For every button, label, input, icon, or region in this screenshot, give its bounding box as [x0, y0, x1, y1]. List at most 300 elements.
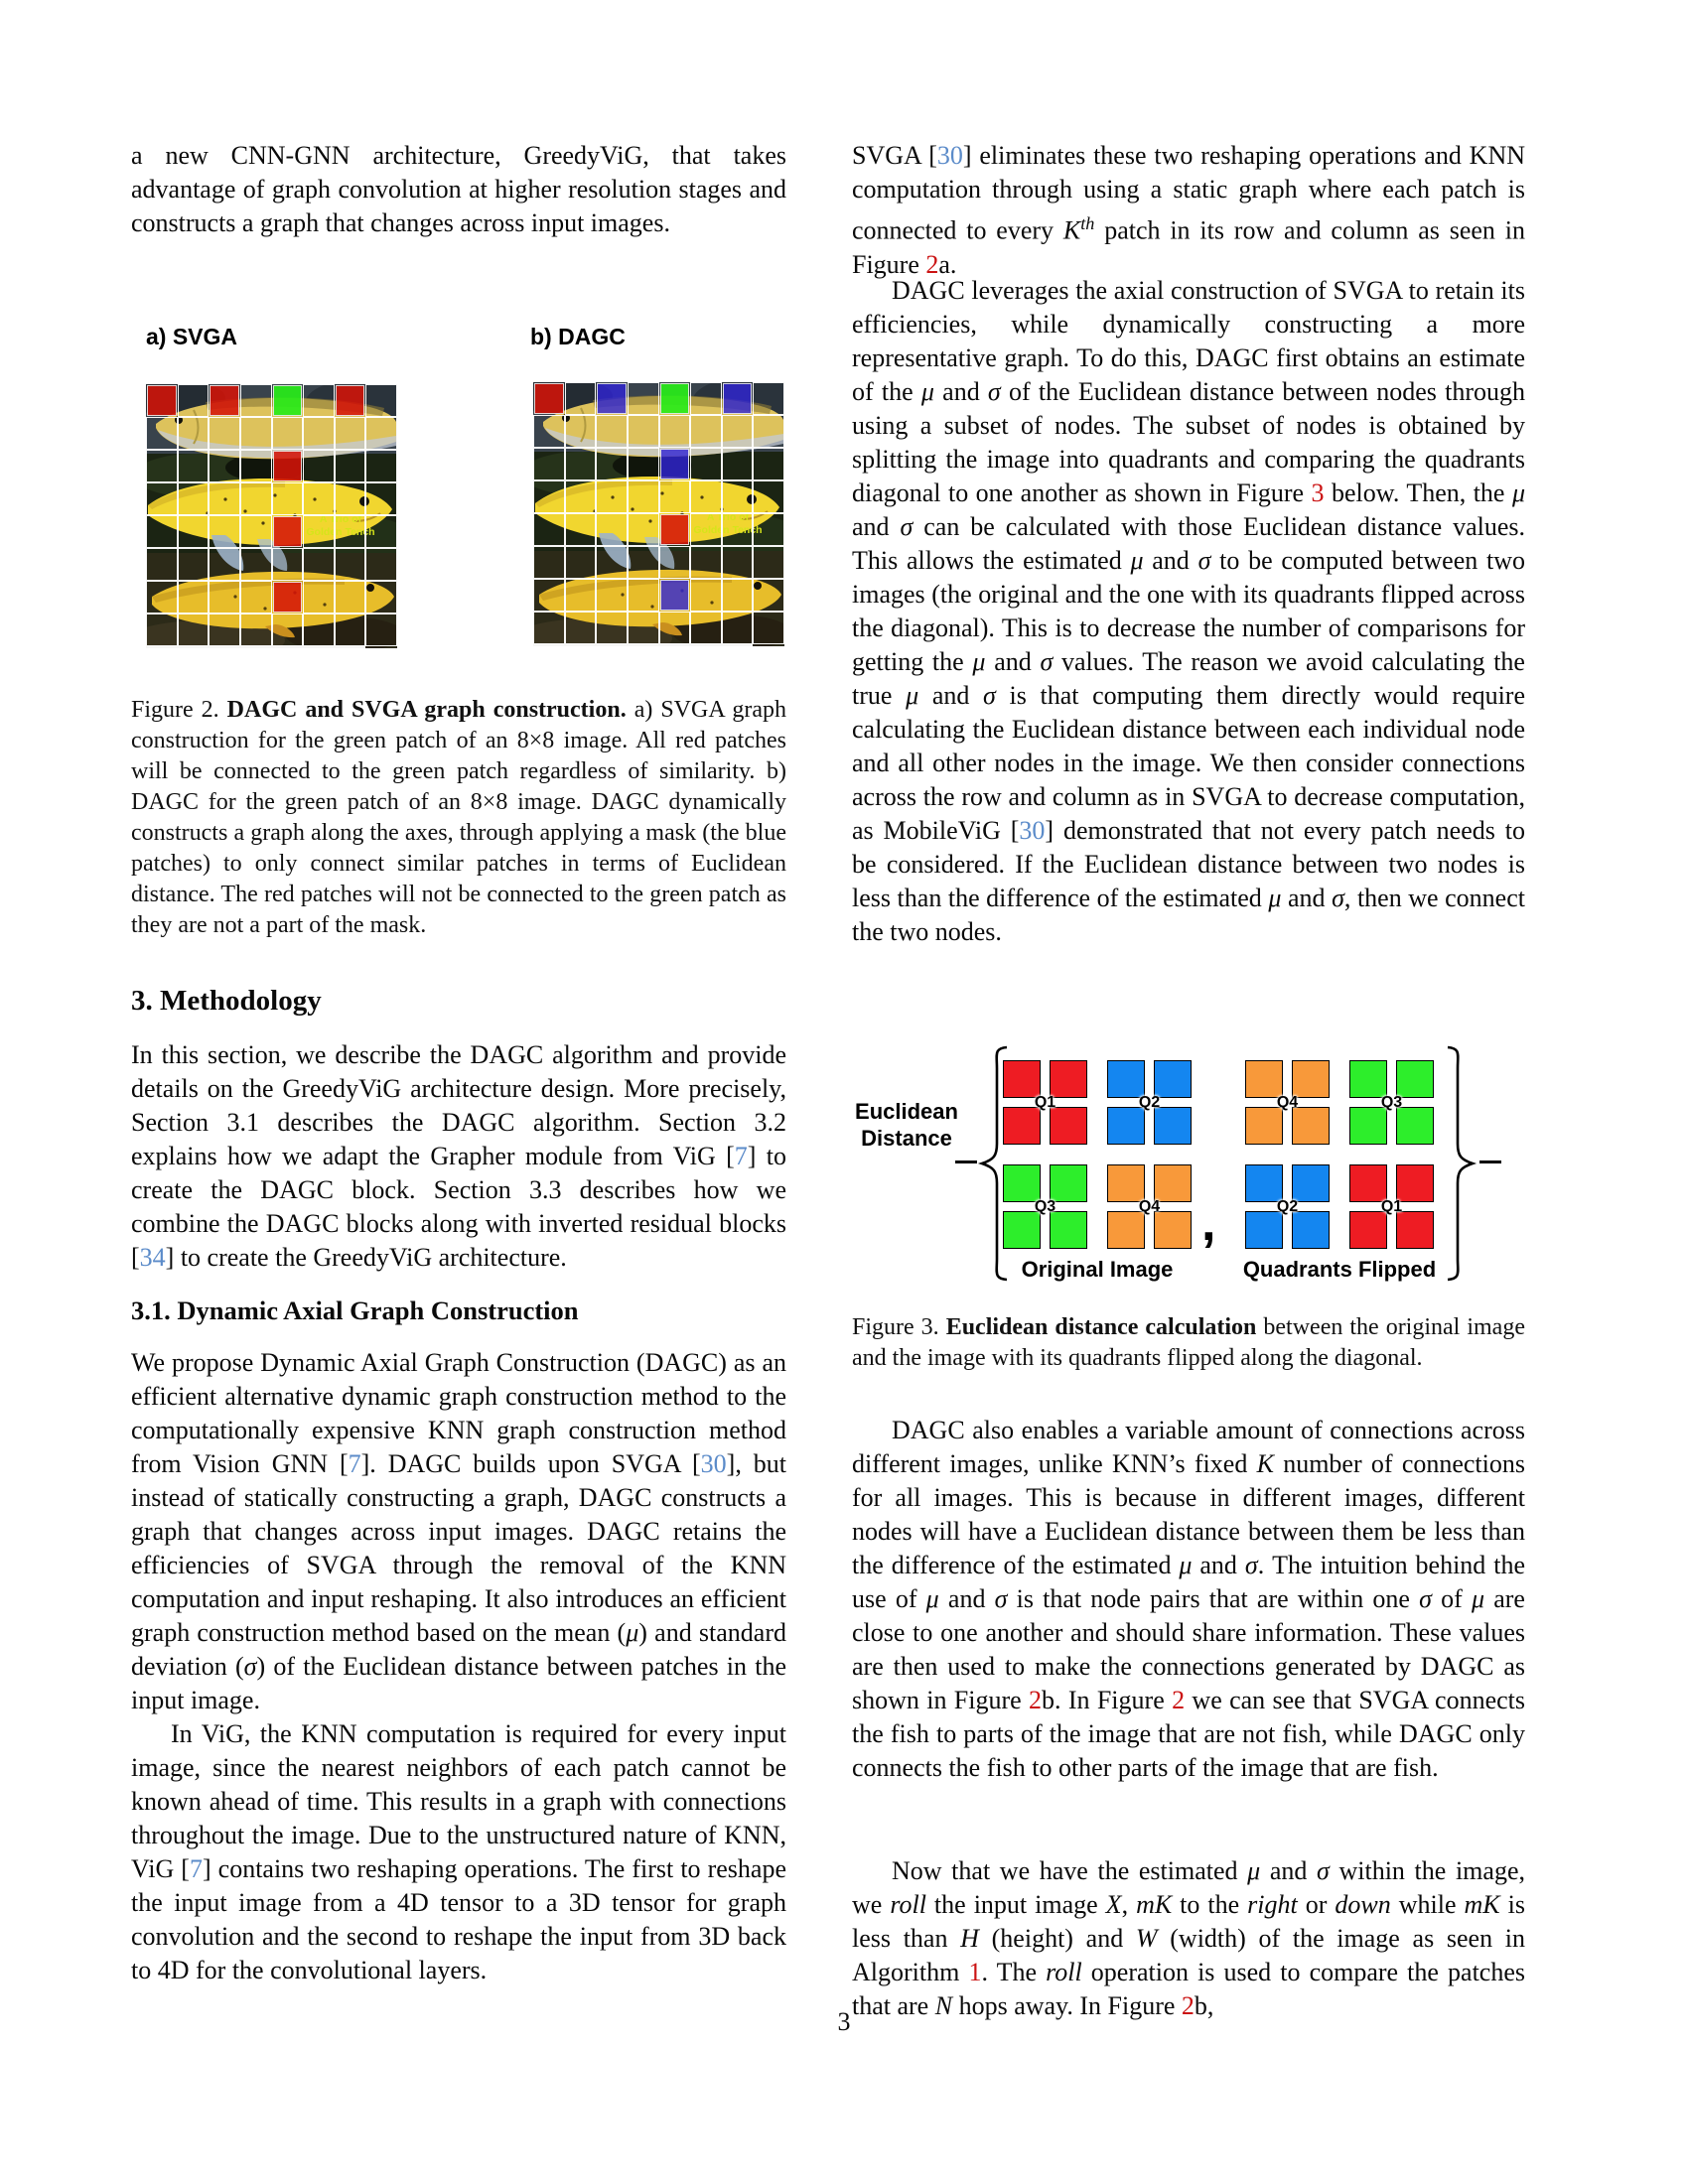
quadrants-flipped-label: Quadrants Flipped — [1242, 1257, 1437, 1282]
grid-cell — [335, 581, 366, 614]
grid-cell — [659, 415, 691, 448]
grid-cell — [146, 614, 178, 646]
text-segment: σ — [1419, 1584, 1432, 1613]
text-segment: σ — [1197, 546, 1211, 575]
text-segment: values. The reason we avoid calculating the true — [852, 647, 1525, 710]
text-segment: 2 — [1172, 1686, 1186, 1714]
grid-cell — [209, 581, 240, 614]
section-heading-methodology: 3. Methodology — [131, 985, 322, 1017]
text-segment: μ — [925, 1584, 939, 1613]
grid-cell — [240, 482, 272, 515]
green-square — [1003, 1211, 1041, 1249]
grid-cell — [565, 612, 597, 644]
text-segment: patch in its row and column as seen in Figure — [852, 215, 1525, 279]
grid-cell — [628, 448, 659, 480]
text-segment: μ — [906, 681, 919, 710]
grid-cell — [628, 546, 659, 579]
text-segment: σ — [1244, 1551, 1258, 1579]
grid-cell — [365, 581, 397, 614]
grid-cell — [178, 482, 210, 515]
grid-cell — [335, 614, 366, 646]
text-segment: 3 — [1311, 478, 1325, 507]
text-segment: of the Euclidean distance between nodes through using a subset of nodes. The subset of nodes is obtained by splitting the image into quadrants and comparing the quadrants diagonal to one another as shown in Figure — [852, 377, 1525, 507]
grid-cell — [596, 513, 628, 546]
text-segment: μ — [1511, 478, 1525, 507]
green-patch — [660, 383, 690, 414]
figure2-label-a: a) SVGA — [146, 324, 238, 349]
blue-square — [1292, 1211, 1330, 1249]
text-segment: roll — [1046, 1958, 1082, 1986]
grid-cell — [753, 415, 784, 448]
red-patch — [273, 516, 303, 547]
text-segment: σ — [243, 1652, 257, 1681]
paragraph-intro-continuation — [131, 139, 786, 240]
text-segment: below. Then, the — [1324, 478, 1512, 507]
quadrant-label: Q2 — [1138, 1093, 1161, 1111]
orange-square — [1292, 1107, 1330, 1145]
text-segment: W — [1135, 1924, 1158, 1953]
grid-cell — [240, 646, 272, 648]
grid-cell — [146, 450, 178, 482]
text-segment: 7 — [189, 1854, 203, 1883]
grid-cell — [722, 415, 754, 448]
grid-cell — [209, 417, 240, 450]
text-segment: σ — [983, 681, 996, 710]
text-segment: or — [1297, 1890, 1336, 1919]
green-square — [1349, 1107, 1387, 1145]
text-segment: In this section, we describe the DAGC algorithm and provide details on the GreedyViG architecture design. More precisely, Section 3.1 describes the DAGC algorithm. Section 3.2 explains how we adapt the Grapher module from ViG [ — [131, 1040, 786, 1170]
figure-3 — [852, 1040, 1525, 1297]
grid-cell — [565, 644, 597, 646]
comma-separator: , — [1201, 1194, 1216, 1252]
quadrant-label: Q4 — [1138, 1197, 1161, 1215]
grid-cell — [146, 646, 178, 648]
grid-cell — [303, 482, 335, 515]
text-segment: μ — [1472, 1584, 1485, 1613]
text-segment: ] demonstrated that not every patch needs to be considered. If the Euclidean distance between two nodes is less than the difference of the estimated — [852, 816, 1525, 912]
text-segment: , then we connect the two nodes. — [852, 884, 1525, 946]
grid-cell — [565, 546, 597, 579]
text-segment: SVGA [ — [852, 141, 937, 170]
grid-cell — [659, 480, 691, 513]
grid-cell — [690, 415, 722, 448]
grid-cell — [596, 480, 628, 513]
blue-square — [1245, 1211, 1283, 1249]
text-segment: , — [1121, 1890, 1137, 1919]
quadrant-label: Q2 — [1276, 1197, 1299, 1215]
text-segment: ] to create the DAGC block. Section 3.3 describes how we combine the DAGC blocks along with inverted residual blocks [ — [131, 1142, 786, 1272]
grid-cell — [690, 513, 722, 546]
grid-cell — [240, 417, 272, 450]
grid-cell — [596, 612, 628, 644]
grid-cell — [628, 612, 659, 644]
grid-cell — [303, 417, 335, 450]
grid-cell — [303, 515, 335, 548]
blue-patch — [723, 383, 753, 414]
red-square — [1396, 1211, 1434, 1249]
quadrant-q2 — [1245, 1164, 1330, 1249]
grid-cell — [272, 417, 304, 450]
blue-patch — [660, 449, 690, 479]
text-segment: K — [1062, 215, 1081, 245]
grid-cell — [178, 515, 210, 548]
orange-square — [1245, 1107, 1283, 1145]
grid-cell — [303, 614, 335, 646]
grid-cell — [628, 579, 659, 612]
figure2-image-svga — [146, 384, 397, 648]
text-segment: a new CNN-GNN architecture, GreedyViG, that takes advantage of graph convolution at higher resolution stages and constructs a graph that changes across input images. — [131, 141, 786, 237]
grid-cell — [146, 482, 178, 515]
svga-patch-grid — [146, 384, 397, 648]
grid-cell — [690, 579, 722, 612]
text-segment: a) SVGA graph construction for the green patch of an 8×8 image. All red patches will be connected to the green patch regardless of similarity. b) DAGC for the green patch of an 8×8 image. DAGC dynamically constructs a graph along the axes, through applying a mask (the blue patches) to only connect similar patches in terms of Euclidean distance. The red patches will not be connected to the green patch as they are not a part of the mask. — [131, 697, 786, 938]
text-segment: (width) of the image as seen in Algorithm — [852, 1924, 1526, 1986]
text-segment: 7 — [348, 1449, 361, 1478]
grid-cell — [722, 448, 754, 480]
grid-cell — [365, 450, 397, 482]
text-segment: 34 — [139, 1243, 166, 1272]
grid-cell — [178, 614, 210, 646]
grid-cell — [146, 581, 178, 614]
red-patch — [534, 383, 564, 414]
grid-cell — [335, 417, 366, 450]
grid-cell — [178, 646, 210, 648]
orange-square — [1292, 1060, 1330, 1098]
grid-cell — [365, 384, 397, 417]
grid-cell — [596, 415, 628, 448]
grid-cell — [533, 415, 565, 448]
grid-cell — [565, 480, 597, 513]
text-segment: σ — [1040, 647, 1054, 676]
text-segment: 30 — [700, 1449, 727, 1478]
orange-square — [1154, 1211, 1192, 1249]
red-square — [1396, 1164, 1434, 1202]
page-number: 3 — [837, 2007, 851, 2036]
grid-cell — [628, 480, 659, 513]
quadrant-label: Q4 — [1276, 1093, 1299, 1111]
text-segment: roll — [890, 1890, 926, 1919]
text-segment: ] to create the GreedyViG architecture. — [165, 1243, 567, 1272]
text-segment: and — [1260, 1856, 1318, 1885]
red-square — [1050, 1107, 1087, 1145]
grid-cell — [303, 646, 335, 648]
orange-square — [1154, 1164, 1192, 1202]
grid-cell — [659, 612, 691, 644]
green-square — [1050, 1164, 1087, 1202]
grid-cell — [335, 646, 366, 648]
right-connector-line — [1479, 1160, 1501, 1163]
figure3-side-label — [852, 1098, 961, 1152]
text-segment: while — [1390, 1890, 1465, 1919]
blue-patch — [597, 383, 627, 414]
text-segment: mK — [1136, 1890, 1173, 1919]
blue-square — [1107, 1107, 1145, 1145]
grid-cell — [272, 548, 304, 581]
grid-cell — [240, 548, 272, 581]
green-square — [1349, 1060, 1387, 1098]
text-segment: th — [1080, 213, 1095, 233]
text-segment: b, — [1194, 1991, 1214, 2020]
grid-cell — [272, 482, 304, 515]
figure2-image-dagc — [533, 382, 784, 646]
grid-cell — [240, 515, 272, 548]
grid-cell — [303, 548, 335, 581]
grid-cell — [209, 614, 240, 646]
grid-cell — [533, 644, 565, 646]
grid-cell — [565, 513, 597, 546]
quadrant-q4 — [1245, 1060, 1330, 1145]
grid-cell — [272, 614, 304, 646]
grid-cell — [628, 382, 659, 415]
grid-cell — [209, 646, 240, 648]
text-segment: and — [1143, 546, 1198, 575]
text-segment: μ — [1179, 1551, 1193, 1579]
red-patch — [210, 385, 239, 416]
grid-cell — [533, 612, 565, 644]
text-segment: . The — [981, 1958, 1047, 1986]
green-square — [1396, 1060, 1434, 1098]
grid-cell — [178, 417, 210, 450]
text-segment: Now that we have the estimated — [892, 1856, 1248, 1885]
grid-cell — [335, 548, 366, 581]
grid-cell — [335, 515, 366, 548]
text-segment: ) and standard deviation ( — [131, 1618, 787, 1681]
grid-cell — [722, 480, 754, 513]
figure3-side-label-line1: Euclidean — [855, 1099, 958, 1124]
dagc-patch-grid — [533, 382, 784, 646]
grid-cell — [240, 581, 272, 614]
grid-cell — [303, 450, 335, 482]
text-segment: mK — [1464, 1890, 1500, 1919]
grid-cell — [690, 644, 722, 646]
text-segment: and — [1281, 884, 1333, 912]
grid-cell — [722, 644, 754, 646]
grid-cell — [753, 612, 784, 644]
grid-cell — [565, 415, 597, 448]
grid-cell — [628, 513, 659, 546]
grid-cell — [533, 546, 565, 579]
text-segment: ]. DAGC builds upon SVGA [ — [360, 1449, 701, 1478]
text-segment: number of connections for all images. This is because in different images, different nodes will have a Euclidean distance between them be less than the difference of the estimated — [852, 1449, 1525, 1579]
text-segment: is that computing them directly would require calculating the Euclidean distance between each individual node and all other nodes in the image. We then consider connections across the row and column as in SVGA to decrease computation, as MobileViG [ — [852, 681, 1525, 845]
text-segment: ] contains two reshaping operations. The first to reshape the input image from a 4D tensor to a 3D tensor for graph convolution and the second to reshape the input from 3D back to 4D for the convolutional layers. — [131, 1854, 786, 1984]
green-square — [1396, 1107, 1434, 1145]
text-segment: N — [934, 1991, 953, 2020]
grid-cell — [146, 417, 178, 450]
right-curly-brace-icon — [1446, 1044, 1477, 1283]
text-segment: down — [1335, 1890, 1391, 1919]
text-segment: σ — [987, 377, 1001, 406]
grid-cell — [722, 546, 754, 579]
blue-square — [1245, 1164, 1283, 1202]
text-segment: 30 — [936, 141, 963, 170]
grid-cell — [722, 612, 754, 644]
paragraph-methodology — [131, 1038, 786, 1275]
text-segment: 1 — [968, 1958, 982, 1986]
text-segment: hops away. In Figure — [952, 1991, 1182, 2020]
grid-cell — [178, 384, 210, 417]
red-square — [1349, 1164, 1387, 1202]
grid-cell — [335, 482, 366, 515]
paragraph-dagc-leverages — [852, 274, 1525, 1038]
text-segment: μ — [1268, 884, 1282, 912]
text-segment: is that node pairs that are within one — [1007, 1584, 1420, 1613]
text-segment: Figure 3. — [852, 1314, 946, 1340]
blue-patch — [660, 580, 690, 611]
text-segment: right — [1247, 1890, 1298, 1919]
grid-cell — [753, 513, 784, 546]
text-segment: within the image, we — [852, 1856, 1525, 1919]
grid-cell — [596, 579, 628, 612]
blue-square — [1154, 1060, 1192, 1098]
text-segment: K — [1256, 1449, 1274, 1478]
grid-cell — [335, 450, 366, 482]
figure3-side-label-line2: Distance — [861, 1126, 952, 1151]
red-square — [1003, 1060, 1041, 1098]
grid-cell — [365, 417, 397, 450]
blue-square — [1154, 1107, 1192, 1145]
text-segment: σ — [1317, 1856, 1330, 1885]
text-segment: μ — [920, 377, 934, 406]
grid-cell — [722, 579, 754, 612]
quadrant-label: Q1 — [1380, 1197, 1403, 1215]
text-segment: σ — [994, 1584, 1008, 1613]
text-segment: b. In Figure — [1042, 1686, 1173, 1714]
grid-cell — [753, 448, 784, 480]
grid-cell — [596, 644, 628, 646]
grid-cell — [565, 448, 597, 480]
text-segment: DAGC and SVGA graph construction. — [226, 697, 627, 723]
grid-cell — [753, 546, 784, 579]
text-segment: X — [1105, 1890, 1122, 1919]
text-segment: 2 — [1181, 1991, 1195, 2020]
grid-cell — [690, 480, 722, 513]
grid-cell — [365, 548, 397, 581]
grid-cell — [690, 612, 722, 644]
grid-cell — [303, 581, 335, 614]
figure-2 — [131, 316, 786, 685]
paragraph-roll-operation — [852, 1854, 1525, 2023]
text-segment: μ — [972, 647, 986, 676]
grid-cell — [690, 382, 722, 415]
text-segment: . The intuition behind the use of — [852, 1551, 1525, 1613]
text-segment: and — [985, 647, 1041, 676]
grid-cell — [628, 644, 659, 646]
text-segment: Euclidean distance calculation — [945, 1314, 1257, 1340]
quadrant-label: Q3 — [1034, 1197, 1056, 1215]
text-segment: 2 — [1029, 1686, 1043, 1714]
text-segment: ] eliminates these two reshaping operations and KNN computation through using a static graph where each patch is connected to every — [852, 141, 1525, 245]
text-segment: of — [1431, 1584, 1472, 1613]
red-patch — [660, 514, 690, 545]
quadrant-q1 — [1003, 1060, 1087, 1145]
text-segment: and — [933, 377, 988, 406]
grid-cell — [596, 448, 628, 480]
text-segment: a. — [938, 249, 957, 279]
grid-cell — [753, 480, 784, 513]
red-square — [1050, 1060, 1087, 1098]
text-segment: H — [960, 1924, 979, 1953]
paragraph-dagc-intro — [131, 1346, 786, 1717]
red-patch — [336, 385, 365, 416]
grid-cell — [146, 515, 178, 548]
text-segment: ) of the Euclidean distance between patches in the input image. — [131, 1652, 786, 1714]
text-segment: and — [1192, 1551, 1245, 1579]
red-patch — [147, 385, 177, 416]
subsection-heading-dagc: 3.1. Dynamic Axial Graph Construction — [131, 1296, 579, 1325]
quadrant-q3 — [1349, 1060, 1434, 1145]
paragraph-variable-connections — [852, 1414, 1525, 1785]
red-patch — [273, 451, 303, 481]
original-image-label: Original Image — [1021, 1257, 1174, 1282]
text-segment: μ — [1130, 546, 1144, 575]
red-square — [1003, 1107, 1041, 1145]
grid-cell — [628, 415, 659, 448]
green-square — [1050, 1211, 1087, 1249]
text-segment: In ViG, the KNN computation is required for every input image, since the nearest neighbors of each patch cannot be known ahead of time. This results in a graph with connections throughout the image. Due to the unstructured nature of KNN, ViG [ — [131, 1719, 786, 1883]
grid-cell — [209, 515, 240, 548]
orange-square — [1245, 1060, 1283, 1098]
quadrant-q1 — [1349, 1164, 1434, 1249]
text-segment: 2 — [925, 249, 939, 279]
quadrant-q3 — [1003, 1164, 1087, 1249]
text-segment: and — [938, 1584, 995, 1613]
text-segment: (height) and — [978, 1924, 1136, 1953]
text-segment: can be calculated with those Euclidean distance values. This allows the estimated — [852, 512, 1525, 575]
grid-cell — [146, 548, 178, 581]
orange-square — [1107, 1211, 1145, 1249]
grid-cell — [533, 480, 565, 513]
quadrant-q2 — [1107, 1060, 1192, 1145]
grid-cell — [659, 644, 691, 646]
grid-cell — [596, 546, 628, 579]
text-segment: and — [852, 512, 901, 541]
text-segment: σ — [900, 512, 914, 541]
text-segment: Figure 2. — [131, 697, 227, 723]
grid-cell — [533, 448, 565, 480]
grid-cell — [690, 448, 722, 480]
grid-cell — [240, 450, 272, 482]
figure2-caption — [131, 695, 786, 941]
paragraph-vig-knn — [131, 1717, 786, 1987]
orange-square — [1107, 1164, 1145, 1202]
grid-cell — [365, 482, 397, 515]
grid-cell — [753, 382, 784, 415]
grid-cell — [240, 384, 272, 417]
grid-cell — [690, 546, 722, 579]
grid-cell — [722, 513, 754, 546]
grid-cell — [178, 450, 210, 482]
grid-cell — [533, 579, 565, 612]
blue-square — [1292, 1164, 1330, 1202]
grid-cell — [365, 515, 397, 548]
grid-cell — [209, 482, 240, 515]
quadrant-q4 — [1107, 1164, 1192, 1249]
text-segment: we can see that SVGA connects the fish to parts of the image that are not fish, while DAGC only connects the fish to other parts of the image that are fish. — [852, 1686, 1526, 1782]
grid-cell — [178, 548, 210, 581]
quadrant-label: Q3 — [1380, 1093, 1403, 1111]
grid-cell — [533, 513, 565, 546]
text-segment: 30 — [1019, 816, 1046, 845]
quadrants-flipped-grid — [1245, 1060, 1434, 1249]
grid-cell — [753, 579, 784, 612]
grid-cell — [565, 382, 597, 415]
figure3-caption — [852, 1312, 1525, 1374]
green-square — [1003, 1164, 1041, 1202]
grid-cell — [659, 546, 691, 579]
grid-cell — [365, 614, 397, 646]
grid-cell — [209, 450, 240, 482]
